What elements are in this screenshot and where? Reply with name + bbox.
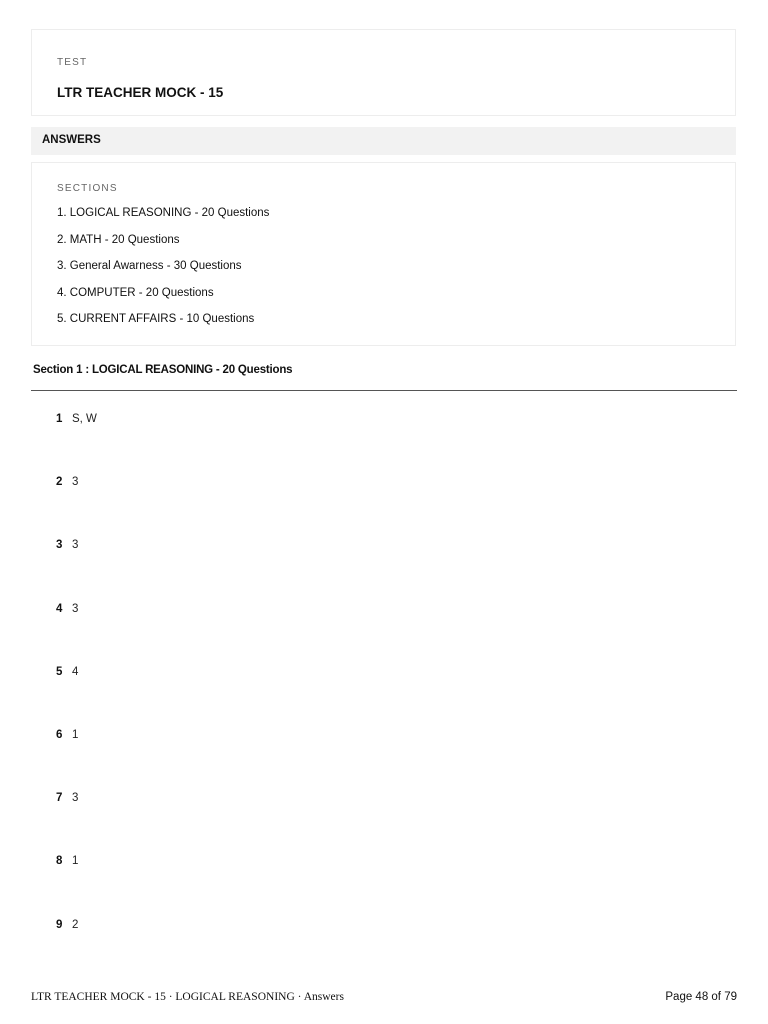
- answer-row: [56, 919, 97, 982]
- answer-number: 7: [56, 792, 63, 805]
- answer-row: [56, 603, 97, 666]
- answer-value: 1: [72, 728, 79, 741]
- test-label: TEST: [57, 57, 88, 68]
- answer-number: 8: [56, 855, 63, 868]
- answer-list: [56, 413, 97, 982]
- sections-card: [31, 162, 736, 346]
- answer-value: 3: [72, 792, 79, 805]
- footer-document-title: LTR TEACHER MOCK - 15 · LOGICAL REASONING · Answers: [31, 991, 344, 1003]
- answer-row: [56, 413, 97, 476]
- answer-number: 4: [56, 602, 63, 615]
- answer-value: 3: [72, 539, 79, 552]
- test-card: [31, 29, 736, 116]
- section-item-4: 4. COMPUTER - 20 Questions: [57, 286, 214, 299]
- section-item-3: 3. General Awarness - 30 Questions: [57, 260, 242, 272]
- answer-row: [56, 855, 97, 918]
- answers-header: [31, 127, 736, 155]
- answer-row: [56, 729, 97, 792]
- answer-number: 9: [56, 918, 63, 931]
- section-item-5: 5. CURRENT AFFAIRS - 10 Questions: [57, 313, 255, 325]
- answer-value: 1: [72, 855, 79, 868]
- sections-label: SECTIONS: [57, 183, 118, 194]
- answer-value: 3: [72, 476, 79, 489]
- section-item-2: 2. MATH - 20 Questions: [57, 233, 180, 246]
- answers-label: ANSWERS: [42, 134, 101, 146]
- answer-number: 3: [56, 539, 63, 552]
- section-item-1: 1. LOGICAL REASONING - 20 Questions: [57, 207, 270, 219]
- answer-value: 3: [72, 602, 79, 615]
- answer-value: S, W: [72, 413, 97, 425]
- section-list: [57, 207, 269, 340]
- answer-number: 2: [56, 476, 63, 489]
- footer-page-number: Page 48 of 79: [665, 991, 737, 1003]
- answer-number: 1: [56, 413, 63, 425]
- answer-value: 4: [72, 665, 79, 678]
- section-heading: Section 1 : LOGICAL REASONING - 20 Questions: [33, 364, 293, 376]
- answer-row: [56, 792, 97, 855]
- answer-row: [56, 666, 97, 729]
- answer-row: [56, 539, 97, 602]
- test-title: LTR TEACHER MOCK - 15: [57, 85, 224, 100]
- heading-divider: [31, 390, 737, 391]
- answer-value: 2: [72, 918, 79, 931]
- answer-number: 6: [56, 728, 63, 741]
- answer-row: [56, 476, 97, 539]
- answer-number: 5: [56, 665, 63, 678]
